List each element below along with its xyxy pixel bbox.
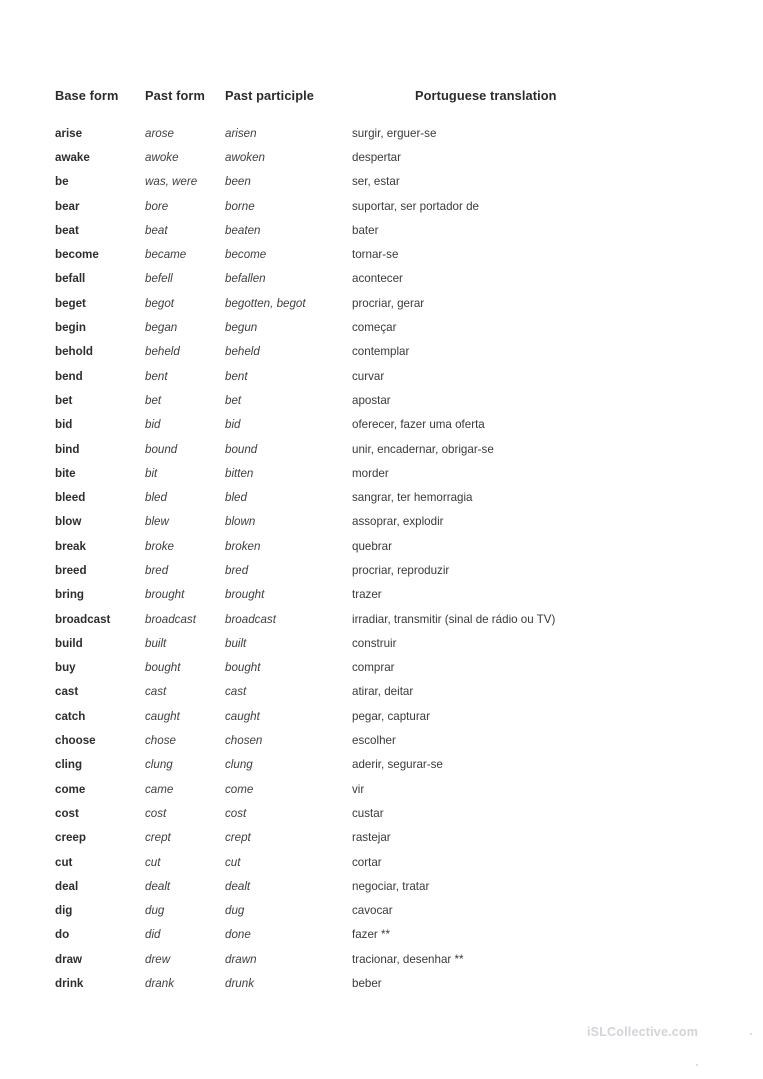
cell-portuguese-translation: sangrar, ter hemorragia	[352, 491, 473, 505]
cell-base-form: come	[55, 782, 86, 796]
cell-base-form: awake	[55, 150, 90, 164]
cell-past-participle: beaten	[225, 223, 261, 237]
table-row	[55, 874, 705, 898]
cell-past-form: dealt	[145, 879, 171, 893]
table-row	[55, 534, 705, 558]
cell-past-form: arose	[145, 126, 175, 140]
cell-past-participle: broken	[225, 539, 261, 553]
column-header-portuguese-translation: Portuguese translation	[415, 88, 557, 103]
cell-base-form: dig	[55, 904, 73, 918]
cell-past-form: caught	[145, 709, 180, 723]
cell-past-form: bit	[145, 466, 158, 480]
cell-base-form: beget	[55, 296, 86, 310]
table-row	[55, 923, 705, 947]
cell-portuguese-translation: ser, estar	[352, 175, 400, 189]
table-row	[55, 656, 705, 680]
cell-base-form: behold	[55, 345, 93, 359]
cell-base-form: bleed	[55, 491, 86, 505]
irregular-verbs-table	[55, 88, 705, 996]
cell-base-form: bend	[55, 369, 83, 383]
cell-base-form: arise	[55, 126, 83, 140]
table-row	[55, 558, 705, 582]
cell-past-form: cut	[145, 855, 161, 869]
table-body	[55, 121, 705, 996]
cell-base-form: begin	[55, 321, 86, 335]
table-row	[55, 461, 705, 485]
cell-portuguese-translation: pegar, capturar	[352, 709, 430, 723]
table-row	[55, 631, 705, 655]
cell-past-form: bet	[145, 393, 162, 407]
cell-past-form: cast	[145, 685, 167, 699]
table-row	[55, 291, 705, 315]
cell-past-participle: built	[225, 636, 247, 650]
cell-portuguese-translation: oferecer, fazer uma oferta	[352, 418, 485, 432]
cell-past-participle: bid	[225, 418, 241, 432]
cell-past-participle: crept	[225, 831, 251, 845]
cell-base-form: broadcast	[55, 612, 111, 626]
cell-past-participle: begotten, begot	[225, 296, 306, 310]
cell-past-form: brought	[145, 588, 185, 602]
cell-base-form: cast	[55, 685, 79, 699]
cell-past-participle: chosen	[225, 734, 263, 748]
table-row	[55, 777, 705, 801]
table-row	[55, 242, 705, 266]
cell-base-form: cost	[55, 806, 79, 820]
cell-past-form: begot	[145, 296, 175, 310]
table-row	[55, 728, 705, 752]
cell-base-form: choose	[55, 734, 96, 748]
cell-portuguese-translation: negociar, tratar	[352, 879, 430, 893]
cell-past-participle: brought	[225, 588, 265, 602]
cell-past-participle: bet	[225, 393, 242, 407]
watermark-islcollective: iSLCollective.com	[587, 1025, 699, 1039]
cell-past-form: did	[145, 928, 161, 942]
cell-portuguese-translation: aderir, segurar-se	[352, 758, 443, 772]
cell-past-form: befell	[145, 272, 173, 286]
cell-past-form: bought	[145, 661, 181, 675]
table-row	[55, 583, 705, 607]
cell-base-form: deal	[55, 879, 79, 893]
cell-portuguese-translation: contemplar	[352, 345, 410, 359]
table-row	[55, 947, 705, 971]
cell-portuguese-translation: bater	[352, 223, 379, 237]
table-header	[55, 88, 705, 121]
cell-past-form: broke	[145, 539, 175, 553]
cell-past-participle: bent	[225, 369, 248, 383]
cell-past-form: became	[145, 248, 187, 262]
cell-past-participle: blown	[225, 515, 256, 529]
cell-base-form: build	[55, 636, 83, 650]
table-row	[55, 145, 705, 169]
cell-base-form: bid	[55, 418, 73, 432]
cell-past-participle: arisen	[225, 126, 257, 140]
cell-past-participle: drunk	[225, 977, 255, 991]
cell-base-form: bet	[55, 393, 73, 407]
cell-past-participle: beheld	[225, 345, 260, 359]
cell-portuguese-translation: custar	[352, 806, 384, 820]
cell-portuguese-translation: tornar-se	[352, 248, 399, 262]
cell-portuguese-translation: procriar, gerar	[352, 296, 425, 310]
cell-past-form: bid	[145, 418, 161, 432]
cell-past-participle: borne	[225, 199, 255, 213]
cell-past-form: dug	[145, 904, 165, 918]
cell-past-form: bound	[145, 442, 178, 456]
cell-base-form: draw	[55, 952, 83, 966]
table-row	[55, 121, 705, 145]
cell-portuguese-translation: atirar, deitar	[352, 685, 414, 699]
cell-portuguese-translation: construir	[352, 636, 397, 650]
column-header-past-participle: Past participle	[225, 88, 314, 103]
cell-past-form: crept	[145, 831, 171, 845]
table-row	[55, 437, 705, 461]
cell-portuguese-translation: tracionar, desenhar **	[352, 952, 464, 966]
cell-past-participle: bled	[225, 491, 247, 505]
cell-base-form: creep	[55, 831, 86, 845]
cell-past-form: was, were	[145, 175, 198, 189]
cell-base-form: bite	[55, 466, 76, 480]
table-row	[55, 801, 705, 825]
table-row	[55, 607, 705, 631]
cell-past-form: clung	[145, 758, 173, 772]
cell-base-form: break	[55, 539, 86, 553]
cell-base-form: drink	[55, 977, 84, 991]
cell-past-participle: dug	[225, 904, 245, 918]
cell-past-form: chose	[145, 734, 176, 748]
cell-portuguese-translation: começar	[352, 321, 397, 335]
table-header-row	[55, 88, 705, 121]
table-row	[55, 340, 705, 364]
cell-base-form: be	[55, 175, 69, 189]
cell-past-participle: done	[225, 928, 251, 942]
cell-past-form: broadcast	[145, 612, 196, 626]
table-row	[55, 680, 705, 704]
cell-past-participle: bound	[225, 442, 258, 456]
cell-past-participle: come	[225, 782, 254, 796]
cell-portuguese-translation: irradiar, transmitir (sinal de rádio ou TV)	[352, 612, 556, 626]
cell-portuguese-translation: morder	[352, 466, 389, 480]
table-row	[55, 315, 705, 339]
cell-past-participle: bitten	[225, 466, 254, 480]
cell-portuguese-translation: despertar	[352, 150, 401, 164]
cell-past-participle: become	[225, 248, 267, 262]
cell-base-form: catch	[55, 709, 86, 723]
cell-portuguese-translation: fazer **	[352, 928, 391, 942]
cell-past-form: drew	[145, 952, 171, 966]
cell-base-form: buy	[55, 661, 76, 675]
cell-base-form: bind	[55, 442, 80, 456]
cell-past-form: blew	[145, 515, 169, 529]
cell-portuguese-translation: apostar	[352, 393, 391, 407]
cell-base-form: befall	[55, 272, 86, 286]
cell-past-form: cost	[145, 806, 167, 820]
page-mark-dot-bottom	[696, 1064, 698, 1066]
cell-past-participle: clung	[225, 758, 253, 772]
cell-portuguese-translation: surgir, erguer-se	[352, 126, 437, 140]
cell-past-participle: caught	[225, 709, 260, 723]
cell-portuguese-translation: acontecer	[352, 272, 403, 286]
table-row	[55, 826, 705, 850]
cell-portuguese-translation: quebrar	[352, 539, 392, 553]
table-row	[55, 899, 705, 923]
table-row	[55, 971, 705, 995]
cell-base-form: become	[55, 248, 99, 262]
cell-portuguese-translation: beber	[352, 977, 382, 991]
cell-portuguese-translation: trazer	[352, 588, 382, 602]
cell-portuguese-translation: unir, encadernar, obrigar-se	[352, 442, 494, 456]
cell-past-form: built	[145, 636, 167, 650]
cell-base-form: breed	[55, 563, 87, 577]
cell-past-form: drank	[145, 977, 175, 991]
table-row	[55, 218, 705, 242]
cell-past-form: bred	[145, 563, 169, 577]
cell-base-form: cling	[55, 758, 83, 772]
cell-portuguese-translation: rastejar	[352, 831, 391, 845]
table-row	[55, 388, 705, 412]
table-row	[55, 704, 705, 728]
cell-past-form: began	[145, 321, 178, 335]
cell-base-form: beat	[55, 223, 79, 237]
cell-portuguese-translation: curvar	[352, 369, 385, 383]
cell-past-participle: bought	[225, 661, 261, 675]
table-row	[55, 510, 705, 534]
cell-portuguese-translation: suportar, ser portador de	[352, 199, 479, 213]
table-row	[55, 364, 705, 388]
cell-past-participle: drawn	[225, 952, 257, 966]
cell-past-form: beheld	[145, 345, 180, 359]
cell-past-form: awoke	[145, 150, 179, 164]
cell-past-participle: cut	[225, 855, 241, 869]
cell-base-form: blow	[55, 515, 82, 529]
cell-past-participle: been	[225, 175, 251, 189]
cell-past-form: bent	[145, 369, 168, 383]
cell-portuguese-translation: cortar	[352, 855, 382, 869]
cell-portuguese-translation: assoprar, explodir	[352, 515, 444, 529]
table-row	[55, 194, 705, 218]
cell-base-form: bear	[55, 199, 80, 213]
cell-past-participle: broadcast	[225, 612, 276, 626]
cell-portuguese-translation: vir	[352, 782, 365, 796]
page-mark-dot-right	[750, 1033, 752, 1035]
cell-past-participle: cost	[225, 806, 247, 820]
cell-past-form: bled	[145, 491, 167, 505]
column-header-past-form: Past form	[145, 88, 205, 103]
table-row	[55, 170, 705, 194]
cell-portuguese-translation: cavocar	[352, 904, 393, 918]
cell-past-participle: bred	[225, 563, 249, 577]
cell-portuguese-translation: escolher	[352, 734, 396, 748]
table-row	[55, 267, 705, 291]
table-row	[55, 485, 705, 509]
table-row	[55, 413, 705, 437]
cell-past-participle: befallen	[225, 272, 266, 286]
cell-portuguese-translation: procriar, reproduzir	[352, 563, 450, 577]
cell-past-participle: cast	[225, 685, 247, 699]
table-row	[55, 753, 705, 777]
cell-past-form: came	[145, 782, 174, 796]
cell-past-form: bore	[145, 199, 169, 213]
cell-past-participle: dealt	[225, 879, 251, 893]
cell-base-form: cut	[55, 855, 73, 869]
cell-portuguese-translation: comprar	[352, 661, 395, 675]
table-row	[55, 850, 705, 874]
cell-base-form: bring	[55, 588, 84, 602]
cell-past-participle: awoken	[225, 150, 265, 164]
cell-past-participle: begun	[225, 321, 258, 335]
column-header-base-form: Base form	[55, 88, 119, 103]
cell-base-form: do	[55, 928, 70, 942]
cell-past-form: beat	[145, 223, 168, 237]
